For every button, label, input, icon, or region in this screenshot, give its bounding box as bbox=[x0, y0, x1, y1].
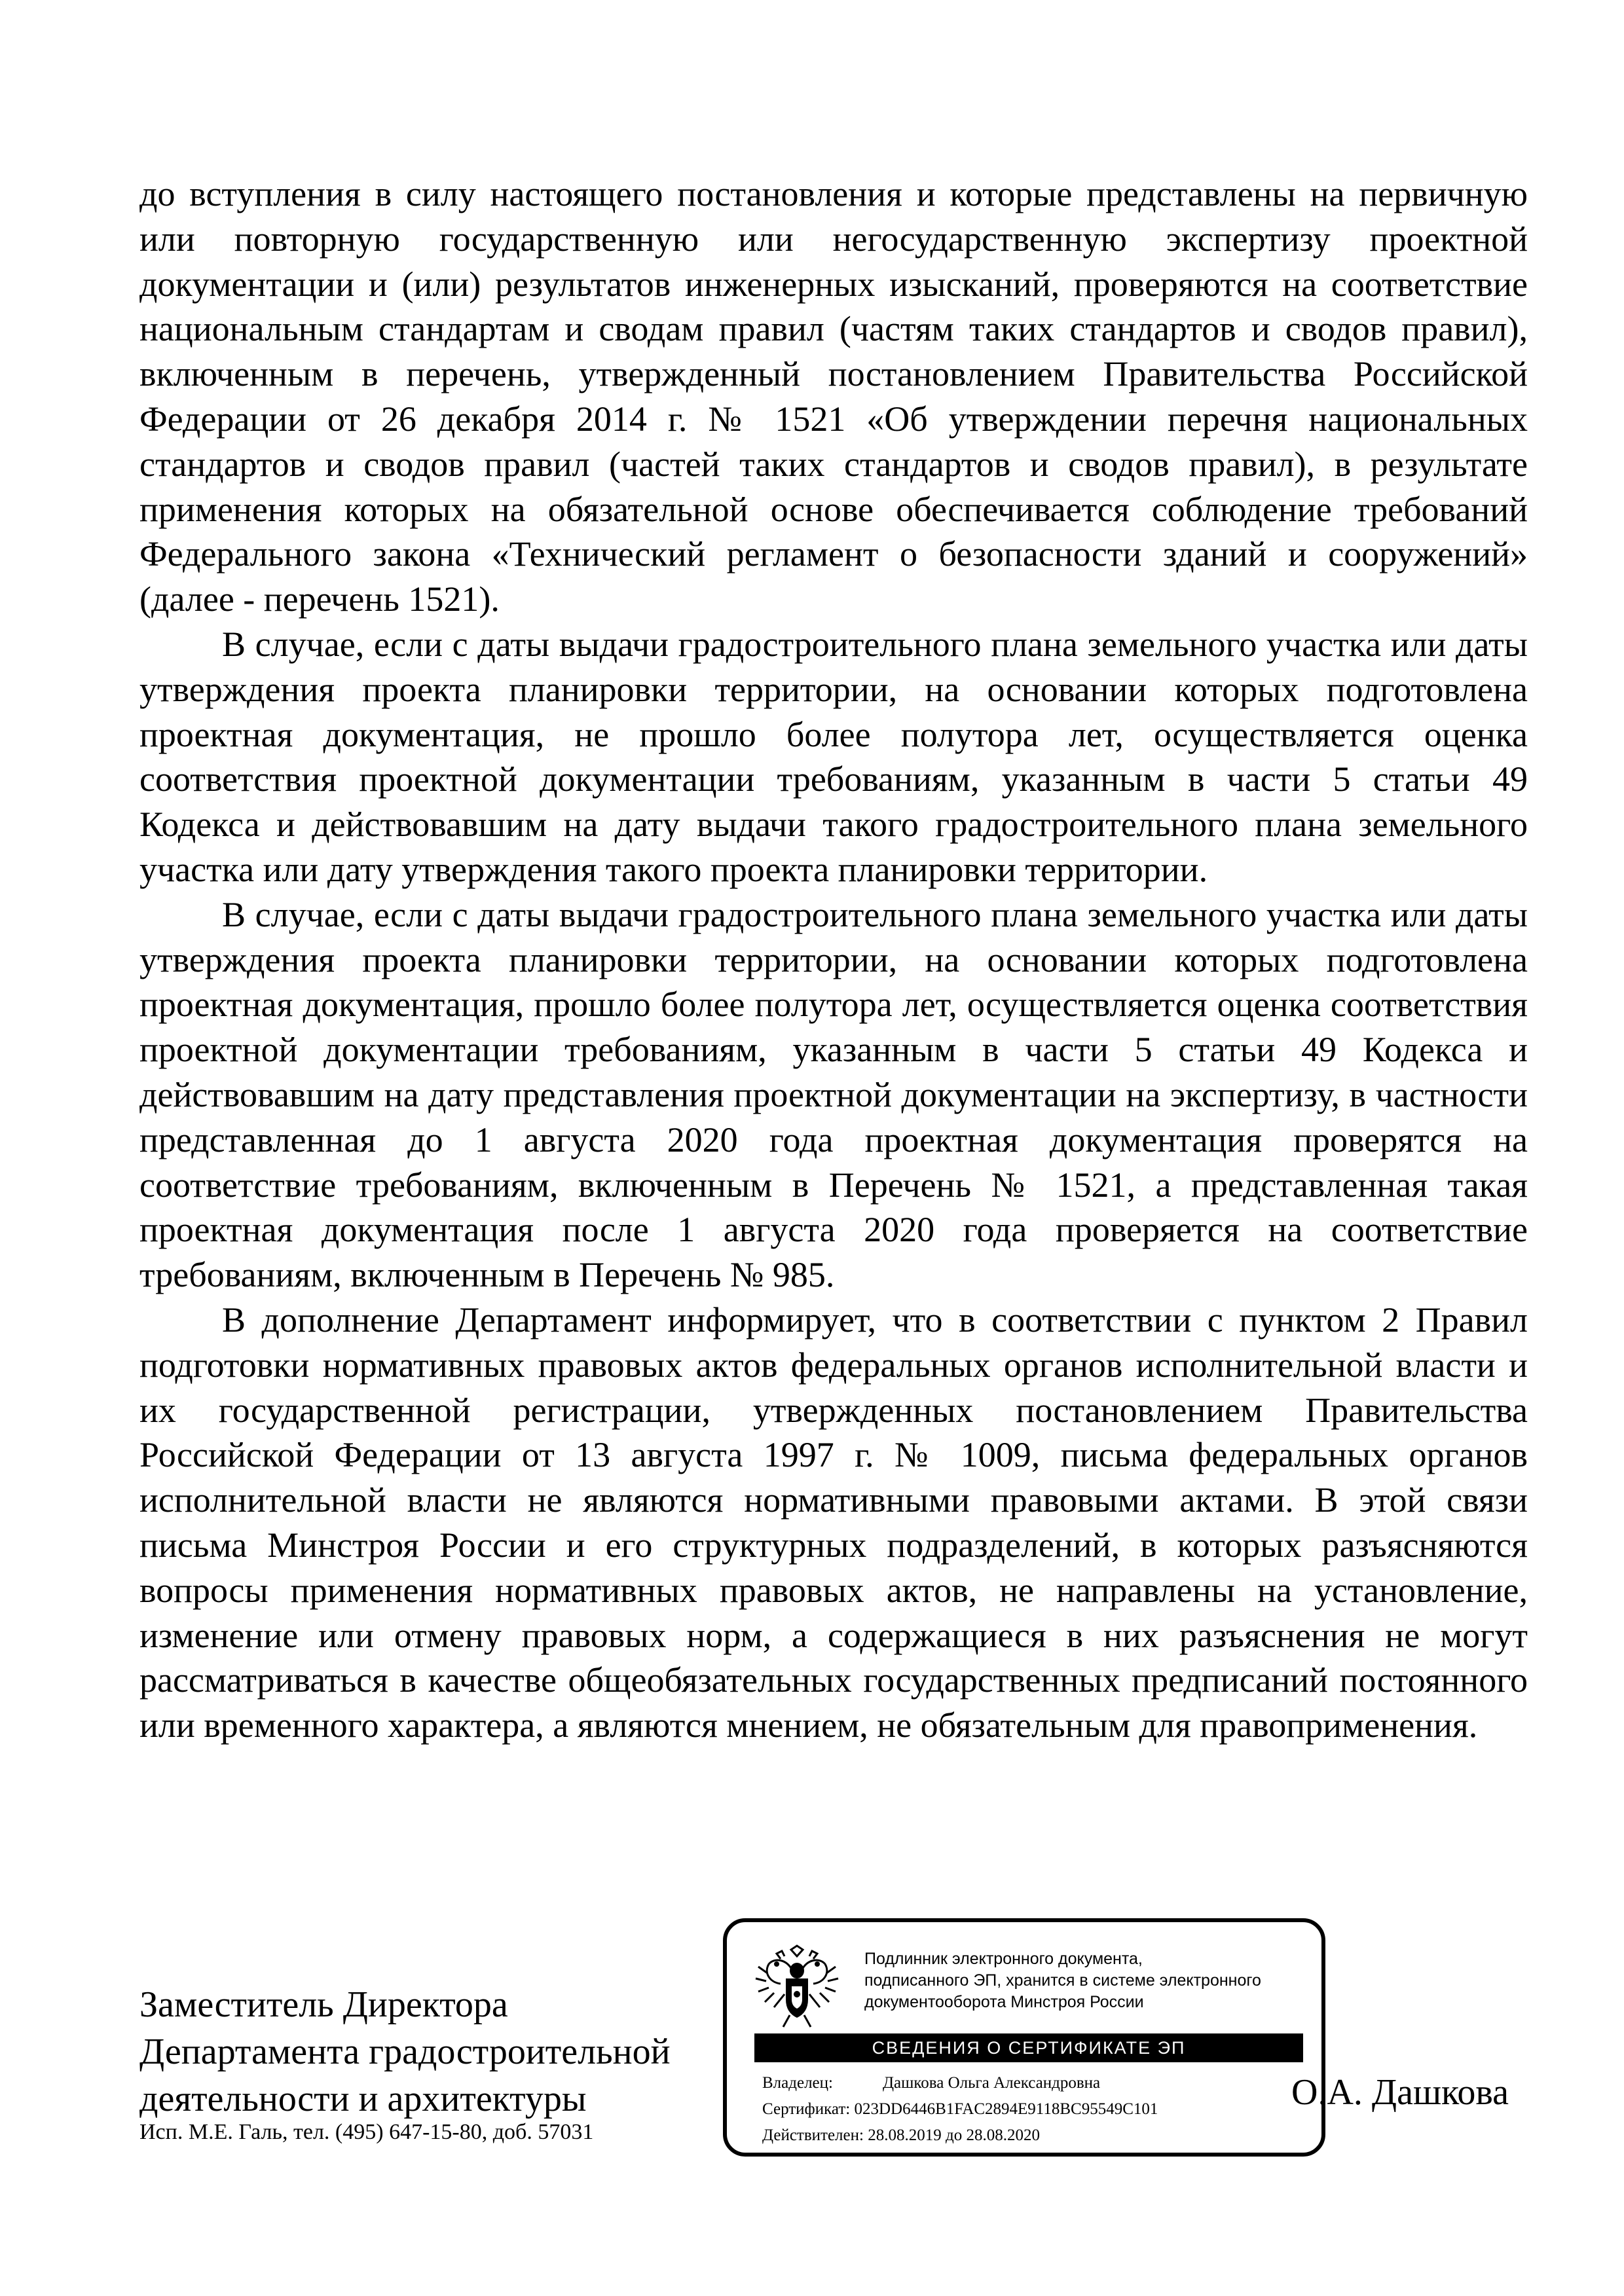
owner-label: Владелец: bbox=[762, 2074, 833, 2092]
paragraph-3: В случае, если с даты выдачи градостроительного плана земельного участка или даты утверждения проекта планировки территории, на основании которых подготовлена проектная документация, прошло более полутора лет, осуществляется оценка соответствия проектной документации требованиям, указанным в части 5 статьи 49 Кодекса и действовавшим на дату представления проектной документации на экспертизу, в частности представленная до 1 августа 2020 года проектная документация проверятся на соответствие требованиям, включенным в Перечень № 1521, а представленная такая проектная документация после 1 августа 2020 года проверяется на соответствие требованиям, включенным в Перечень № 985. bbox=[139, 894, 1528, 1295]
signer-block bbox=[139, 1981, 671, 2123]
paragraph-2: В случае, если с даты выдачи градостроительного плана земельного участка или даты утверждения проекта планировки территории, на основании которых подготовлена проектная документация, не прошло более полутора лет, осуществляется оценка соответствия проектной документации требованиям, указанным в части 5 статьи 49 Кодекса и действовавшим на дату выдачи такого градостроительного плана земельного участка или дату утверждения такого проекта планировки территории. bbox=[139, 624, 1528, 889]
validity-row bbox=[762, 2123, 1158, 2149]
signer-position-line3: деятельности и архитектуры bbox=[139, 2079, 587, 2119]
coat-of-arms-icon bbox=[754, 1944, 840, 2031]
signer-position-line2: Департамента градостроительной bbox=[139, 2032, 671, 2072]
certificate-value: 023DD6446B1FAC2894E9118BC95549C101 bbox=[854, 2100, 1158, 2118]
stamp-note-line1: Подлинник электронного документа, bbox=[864, 1950, 1143, 1968]
stamp-note bbox=[864, 1948, 1316, 2013]
validity-value: 28.08.2019 до 28.08.2020 bbox=[868, 2126, 1040, 2144]
e-signature-stamp bbox=[723, 1918, 1325, 2157]
owner-row bbox=[762, 2070, 1158, 2096]
letter-body bbox=[139, 172, 1528, 1748]
certificate-details bbox=[762, 2070, 1158, 2149]
signer-name: О.А. Дашкова bbox=[1291, 2072, 1509, 2113]
paragraph-1: до вступления в силу настоящего постановления и которые представлены на первичную или повторную государственную или негосударственную экспертизу проектной документации и (или) результатов инженерных изысканий, проверяются на соответствие национальным стандартам и сводам правил (частям таких стандартов и сводов правил), включенным в перечень, утвержденный постановлением Правительства Российской Федерации от 26 декабря 2014 г. № 1521 «Об утверждении перечня национальных стандартов и сводов правил (частей таких стандартов и сводов правил), в результате применения которых на обязательной основе обеспечивается соблюдение требований Федерального закона «Технический регламент о безопасности зданий и сооружений» (далее - перечень 1521). bbox=[139, 174, 1528, 619]
certificate-label: Сертификат: bbox=[762, 2100, 851, 2118]
stamp-note-line3: документооборота Минстроя России bbox=[864, 1993, 1144, 2011]
certificate-header: СВЕДЕНИЯ О СЕРТИФИКАТЕ ЭП bbox=[754, 2033, 1303, 2062]
executor-info: Исп. М.Е. Галь, тел. (495) 647-15-80, доб. 57031 bbox=[139, 2120, 594, 2144]
validity-label: Действителен: bbox=[762, 2126, 864, 2144]
signer-position-line1: Заместитель Директора bbox=[139, 1984, 508, 2025]
stamp-note-line2: подписанного ЭП, хранится в системе электронного bbox=[864, 1971, 1261, 1990]
owner-value: Дашкова Ольга Александровна bbox=[883, 2074, 1101, 2092]
paragraph-4: В дополнение Департамент информирует, что в соответствии с пунктом 2 Правил подготовки нормативных правовых актов федеральных органов исполнительной власти и их государственной регистрации, утвержденных постановлением Правительства Российской Федерации от 13 августа 1997 г. № 1009, письма федеральных органов исполнительной власти не являются нормативными правовыми актами. В этой связи письма Минстроя России и его структурных подразделений, в которых разъясняются вопросы применения нормативных правовых актов, не направлены на установление, изменение или отмену правовых норм, а содержащиеся в них разъяснения не могут рассматриваться в качестве общеобязательных государственных предписаний постоянного или временного характера, а являются мнением, не обязательным для правоприменения. bbox=[139, 1300, 1528, 1745]
certificate-row bbox=[762, 2096, 1158, 2123]
